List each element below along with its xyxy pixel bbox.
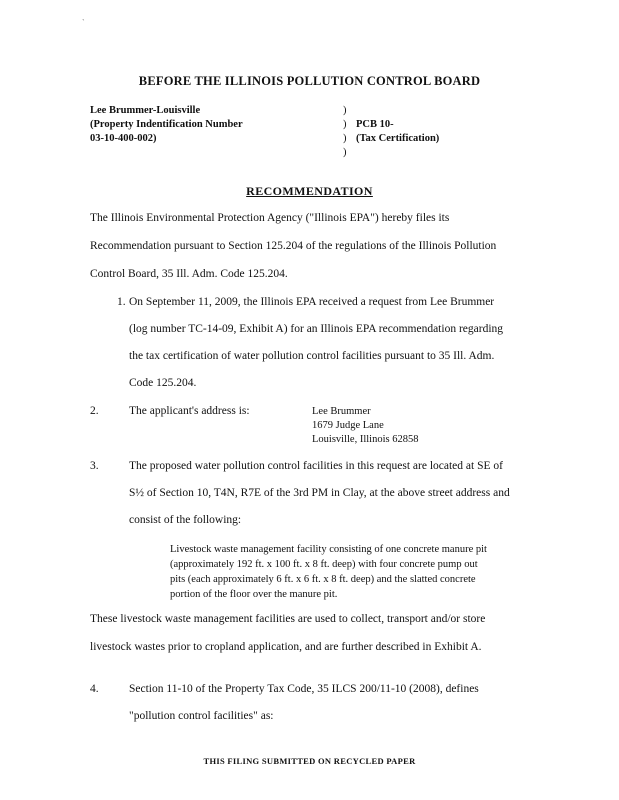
para-2-label: The applicant's address is: xyxy=(129,405,250,417)
para-3-after-line: livestock wastes prior to cropland application, and are further described in Exhibit A. xyxy=(90,641,482,653)
caption-case-number xyxy=(356,118,439,146)
para-3-after-line: These livestock waste management facilities are used to collect, transport and/or store xyxy=(90,613,486,625)
para-3-line: S½ of Section 10, T4N, R7E of the 3rd PM in Clay, at the above street address and xyxy=(129,487,510,499)
address-line: Lee Brummer xyxy=(312,406,371,417)
caption-paren: ) xyxy=(343,133,347,144)
caption-left-line: (Property Indentification Number xyxy=(90,119,243,130)
para-1-line: On September 11, 2009, the Illinois EPA received a request from Lee Brummer xyxy=(129,296,495,308)
stray-mark: ` xyxy=(82,18,85,27)
intro-line: The Illinois Environmental Protection Agency ("Illinois EPA") hereby files its xyxy=(90,212,450,224)
para-1-line: the tax certification of water pollution control facilities pursuant to 35 Ill. Adm. xyxy=(129,350,495,362)
para-4-line: "pollution control facilities" as: xyxy=(129,710,274,722)
para-1-number: 1. xyxy=(117,296,126,308)
para-2-number: 2. xyxy=(90,405,99,417)
address-line: 1679 Judge Lane xyxy=(312,420,384,431)
para-3-line: consist of the following: xyxy=(129,514,242,526)
board-title: BEFORE THE ILLINOIS POLLUTION CONTROL BOARD xyxy=(138,74,481,88)
address-line: Louisville, Illinois 62858 xyxy=(312,434,419,445)
page-footer: THIS FILING SUBMITTED ON RECYCLED PAPER xyxy=(203,756,416,766)
caption-parens xyxy=(343,104,347,160)
applicant-address xyxy=(312,405,418,447)
para-1-line: (log number TC-14-09, Exhibit A) for an Illinois EPA recommendation regarding xyxy=(129,323,504,335)
case-number: PCB 10- xyxy=(356,119,394,130)
caption-left-line: Lee Brummer-Louisville xyxy=(90,105,201,116)
para-1-line: Code 125.204. xyxy=(129,377,197,389)
para-4-number: 4. xyxy=(90,683,99,695)
para-4-line: Section 11-10 of the Property Tax Code, 35 ILCS 200/11-10 (2008), defines xyxy=(129,683,479,695)
caption-left-line: 03-10-400-002) xyxy=(90,133,157,144)
facility-description: Livestock waste management facility consisting of one concrete manure pit (approximately 192 ft. x 100 ft. x 8 ft. deep) with four concrete pump out pits (each approximately 6 ft. x 6 ft. x 8 ft. deep) and the slatted concrete portion of the floor over the manure pit. xyxy=(170,544,487,600)
caption-paren: ) xyxy=(343,147,347,158)
case-type: (Tax Certification) xyxy=(356,133,440,144)
para-3-line: The proposed water pollution control facilities in this request are located at SE of xyxy=(129,460,503,472)
document-heading: RECOMMENDATION xyxy=(246,184,373,198)
caption-paren: ) xyxy=(343,105,347,116)
intro-line: Recommendation pursuant to Section 125.204 of the regulations of the Illinois Pollution xyxy=(90,240,497,252)
intro-line: Control Board, 35 Ill. Adm. Code 125.204. xyxy=(90,268,288,280)
caption-paren: ) xyxy=(343,119,347,130)
caption-petitioner xyxy=(90,104,243,146)
para-3-number: 3. xyxy=(90,460,99,472)
